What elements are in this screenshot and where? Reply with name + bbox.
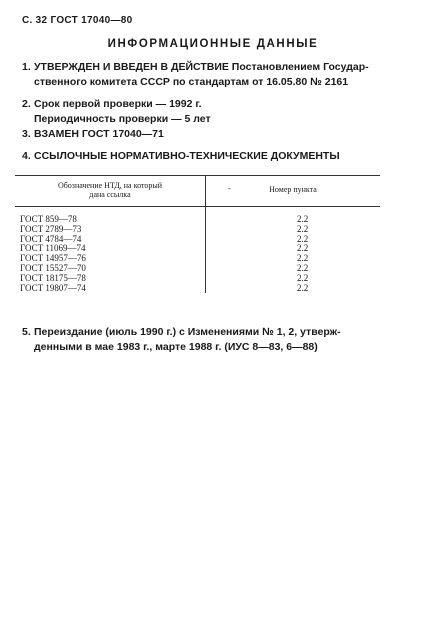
item-text: ССЫЛОЧНЫЕ НОРМАТИВНО-ТЕХНИЧЕСКИЕ ДОКУМЕНТЫ — [34, 150, 340, 162]
table-row-clause: 2.2 — [297, 233, 309, 244]
item-text-continued: Периодичность проверки — 5 лет — [34, 113, 211, 125]
table-row-clause: 2.2 — [297, 272, 309, 283]
table-row-doc: ГОСТ 14957—76 — [20, 253, 86, 264]
item-text: Срок первой проверки — 1992 г. — [34, 98, 202, 110]
table-row-doc: ГОСТ 11069—74 — [20, 243, 86, 254]
column-header-document — [15, 181, 205, 199]
item-number: 5. — [22, 326, 31, 338]
item-number: 3. — [22, 128, 31, 140]
table-row-clause: 2.2 — [297, 214, 309, 224]
document-list — [20, 215, 86, 293]
table-row-doc: ГОСТ 4784—74 — [20, 233, 82, 244]
item-1 — [22, 60, 369, 90]
item-text-continued: ственного комитета СССР по стандартам от 16.05.80 № 2161 — [34, 76, 349, 88]
item-text: Переиздание (июль 1990 г.) с Изменениями № 1, 2, утверж- — [34, 326, 341, 338]
table-row-clause: 2.2 — [297, 243, 309, 254]
table-row-doc: ГОСТ 19807—74 — [20, 282, 86, 293]
section-title: ИНФОРМАЦИОННЫЕ ДАННЫЕ — [107, 38, 319, 50]
page-header: С. 32 ГОСТ 17040—80 — [22, 15, 133, 26]
item-text: УТВЕРЖДЕН И ВВЕДЕН В ДЕЙСТВИЕ Постановлением Государ- — [34, 61, 369, 73]
table-row-clause: 2.2 — [297, 282, 309, 293]
table-row-doc: ГОСТ 15527—70 — [20, 262, 86, 273]
table-top-rule — [15, 175, 380, 176]
column-header-clause: Номер пункта — [269, 185, 317, 194]
item-number: 2. — [22, 98, 31, 110]
item-4 — [22, 149, 340, 164]
header-mark: - — [228, 184, 231, 193]
column-header-line: дана ссылка — [89, 190, 131, 199]
item-number: 4. — [22, 150, 31, 162]
table-row-clause: 2.2 — [297, 223, 309, 234]
table-header-rule — [15, 206, 380, 207]
table-row-clause: 2.2 — [297, 253, 309, 264]
table-row-doc: ГОСТ 2789—73 — [20, 223, 82, 234]
item-text: ВЗАМЕН ГОСТ 17040—71 — [34, 128, 164, 140]
table-row-doc: ГОСТ 18175—78 — [20, 272, 86, 283]
item-5 — [22, 325, 341, 355]
references-table — [15, 175, 380, 293]
item-2 — [22, 97, 211, 127]
clause-list — [297, 215, 308, 293]
item-3 — [22, 127, 164, 142]
table-row-clause: 2.2 — [297, 262, 309, 273]
column-header-line: Обозначение НТД, на который — [57, 181, 163, 190]
item-number: 1. — [22, 61, 31, 73]
table-row-doc: ГОСТ 859—78 — [20, 214, 77, 224]
item-text-continued: денными в мае 1983 г., марте 1988 г. (ИУС 8—83, 6—88) — [34, 341, 318, 353]
